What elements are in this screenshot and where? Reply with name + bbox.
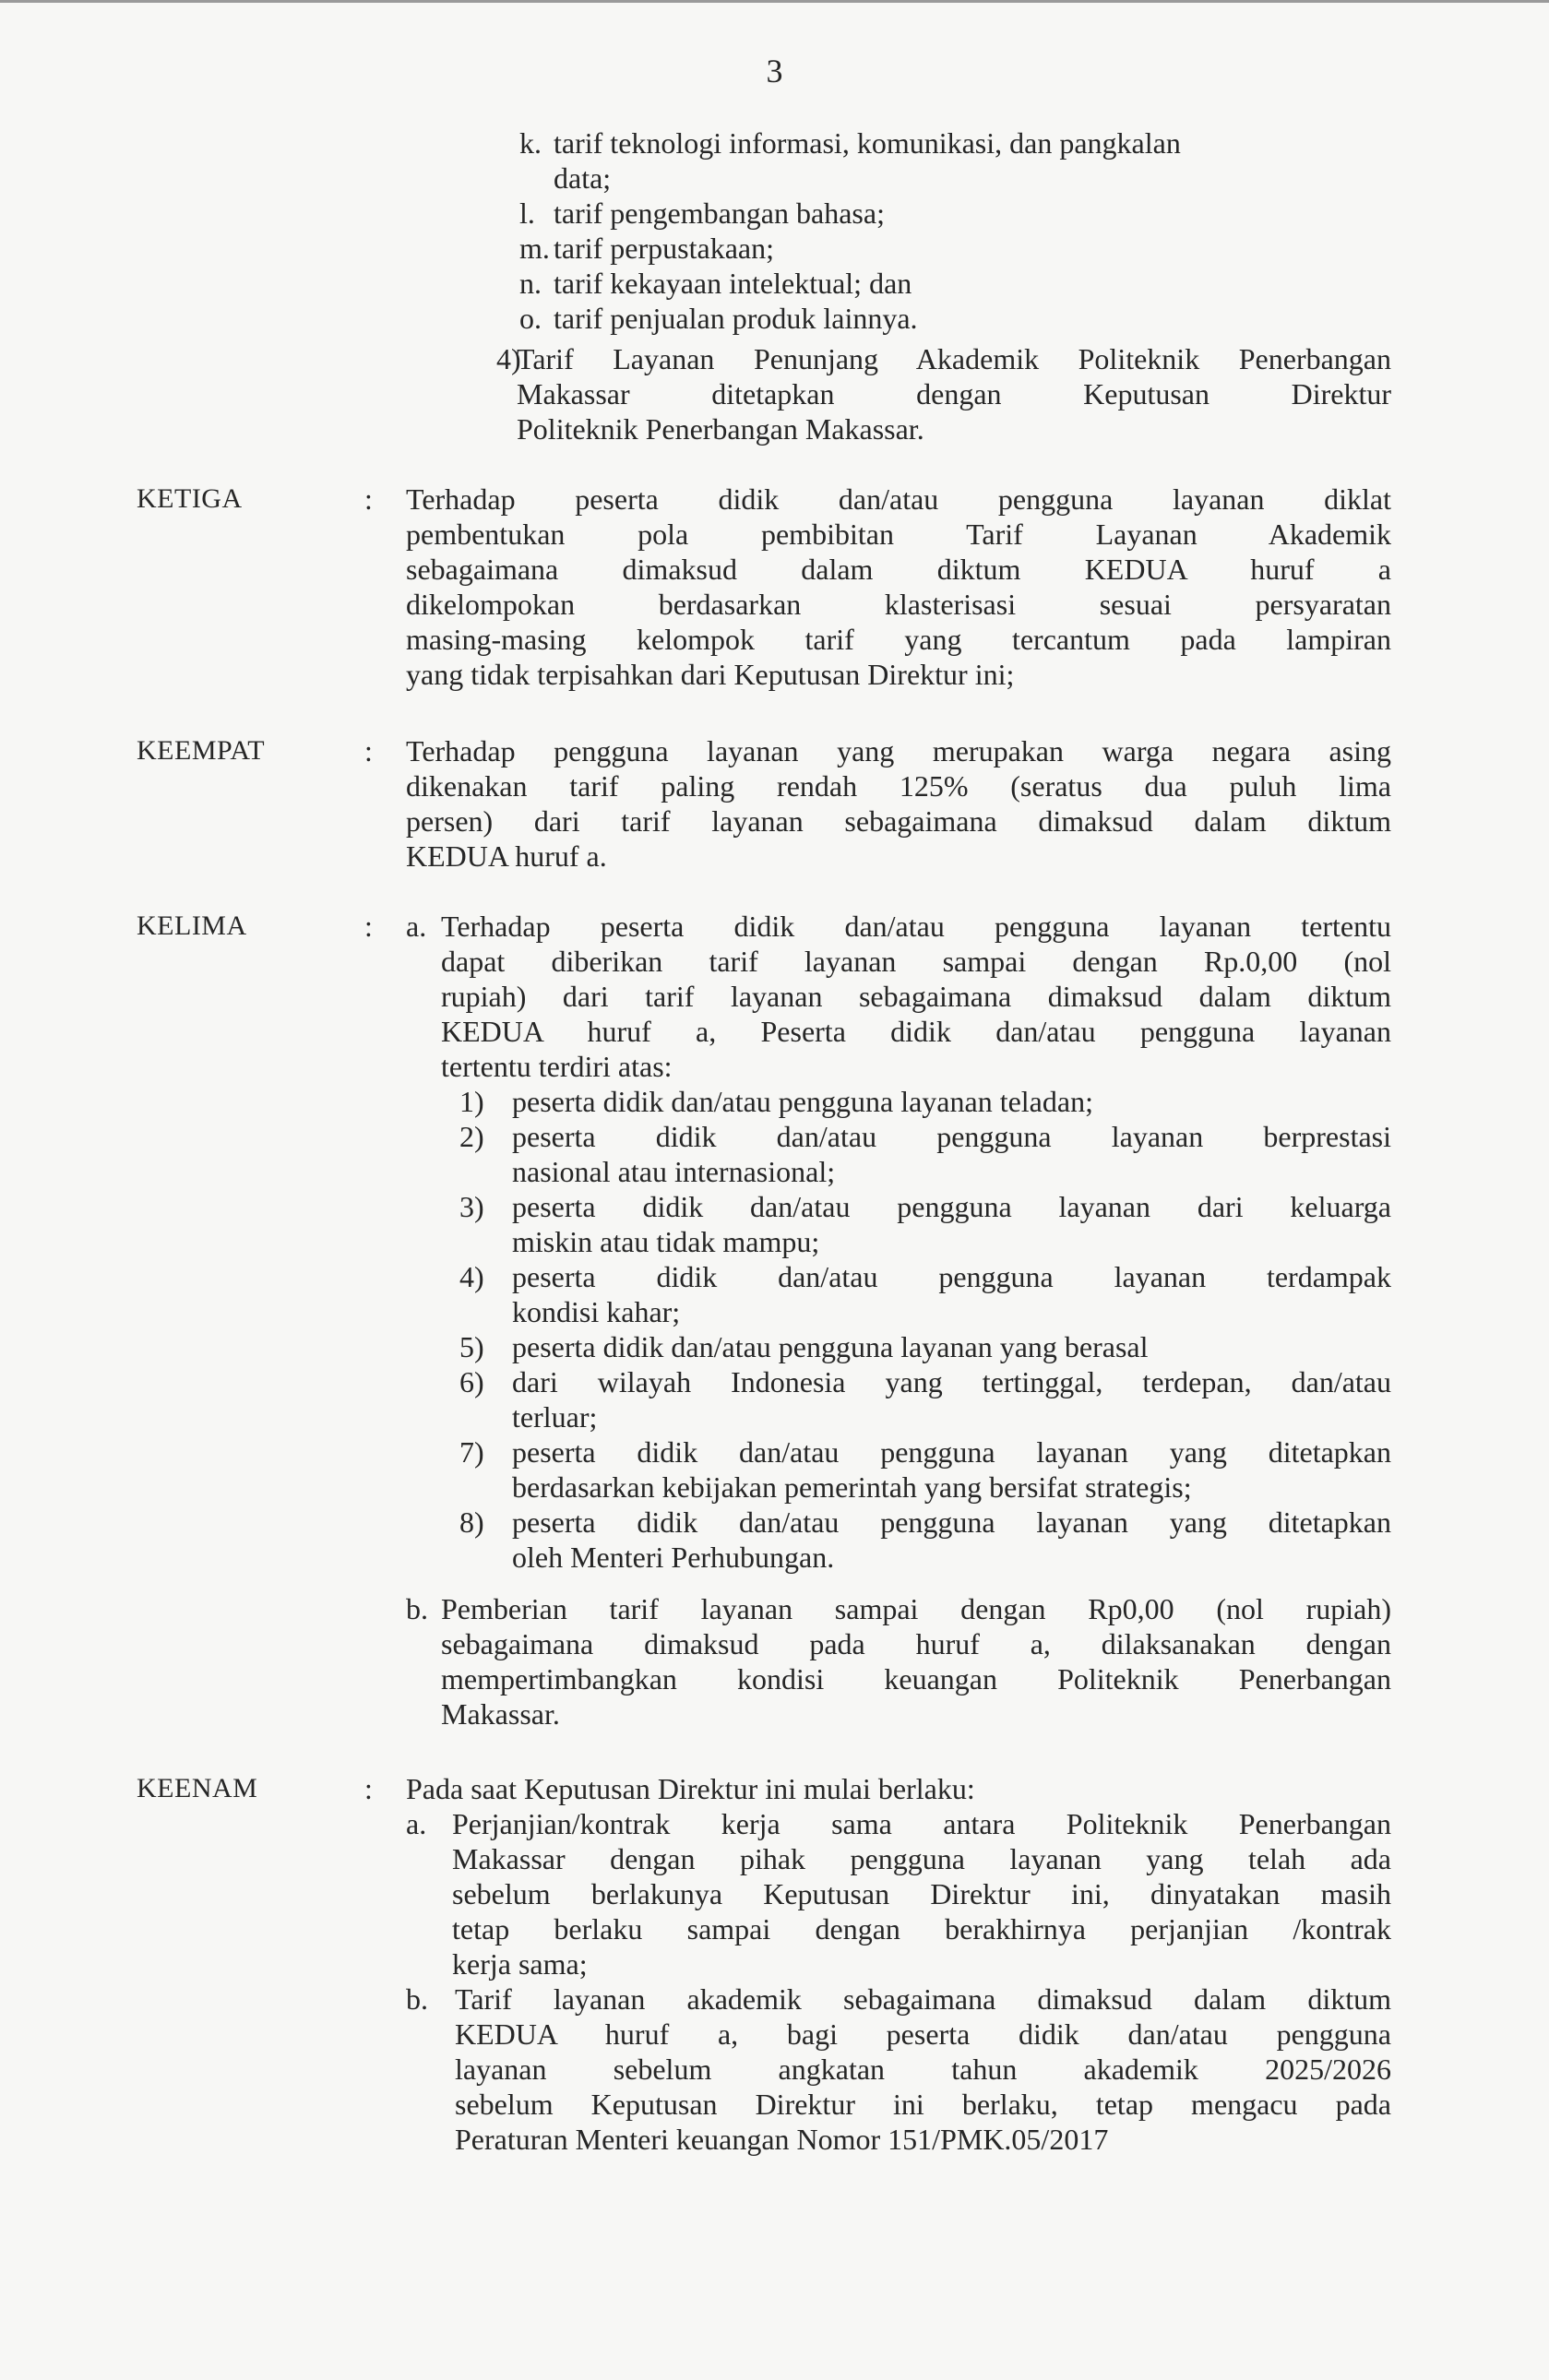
kelima-item-7-line: berdasarkan kebijakan pemerintah yang bersifat strategis; [512, 1470, 1192, 1504]
list-item-n-marker: n. [519, 267, 542, 300]
kelima-item-1-marker: 1) [459, 1085, 484, 1118]
kelima-a-marker: a. [406, 910, 427, 943]
keenam-b-marker: b. [406, 1982, 428, 2016]
ketiga-text-line: Terhadap peserta didik dan/atau pengguna layanan diklat [406, 482, 1391, 516]
kelima-item-3-line: peserta didik dan/atau pengguna layanan dari keluarga [512, 1190, 1391, 1223]
list-item-m-marker: m. [519, 232, 550, 265]
list-item-k-line: data; [554, 161, 612, 195]
kelima-a-line: tertentu terdiri atas: [441, 1050, 673, 1083]
kelima-item-7-marker: 7) [459, 1435, 484, 1469]
kelima-b-line: Pemberian tarif layanan sampai dengan Rp0,00 (nol rupiah) [441, 1592, 1391, 1625]
kelima-item-5-marker: 5) [459, 1330, 484, 1363]
keenam-b-line: KEDUA huruf a, bagi peserta didik dan/atau pengguna [455, 2017, 1391, 2051]
list-item-o-marker: o. [519, 302, 542, 335]
keenam-a-line: kerja sama; [452, 1947, 588, 1981]
page-number: 3 [766, 53, 783, 89]
keenam-a-marker: a. [406, 1807, 427, 1840]
keenam-label: KEENAM [137, 1773, 258, 1803]
keenam-b-line: Peraturan Menteri keuangan Nomor 151/PMK.05/2017 [455, 2123, 1109, 2156]
kelima-item-2-marker: 2) [459, 1120, 484, 1153]
kelima-b-marker: b. [406, 1592, 428, 1625]
ketiga-colon: : [364, 482, 373, 516]
list-item-k-line: tarif teknologi informasi, komunikasi, dan pangkalan [554, 126, 1181, 160]
kelima-colon: : [364, 910, 373, 943]
kelima-a-line: dapat diberikan tarif layanan sampai dengan Rp.0,00 (nol [441, 945, 1391, 978]
kelima-item-8-line: peserta didik dan/atau pengguna layanan yang ditetapkan [512, 1505, 1391, 1539]
item-4-line: Makassar ditetapkan dengan Keputusan Direktur [517, 377, 1391, 411]
item-4-line: Tarif Layanan Penunjang Akademik Politeknik Penerbangan [517, 342, 1391, 375]
ketiga-text-line: yang tidak terpisahkan dari Keputusan Direktur ini; [406, 658, 1015, 691]
keenam-b-line: Tarif layanan akademik sebagaimana dimaksud dalam diktum [455, 1982, 1391, 2016]
ketiga-text-line: sebagaimana dimaksud dalam diktum KEDUA huruf a [406, 553, 1391, 586]
ketiga-text-line: dikelompokan berdasarkan klasterisasi sesuai persyaratan [406, 588, 1391, 621]
item-4-marker: 4) [496, 342, 521, 375]
keempat-text-line: persen) dari tarif layanan sebagaimana dimaksud dalam diktum [406, 804, 1391, 838]
kelima-item-4-line: kondisi kahar; [512, 1295, 681, 1328]
kelima-item-8-marker: 8) [459, 1505, 484, 1539]
kelima-item-1-line: peserta didik dan/atau pengguna layanan teladan; [512, 1085, 1093, 1118]
list-item-l-line: tarif pengembangan bahasa; [554, 196, 885, 230]
kelima-b-line: sebagaimana dimaksud pada huruf a, dilaksanakan dengan [441, 1627, 1391, 1660]
keenam-b-line: layanan sebelum angkatan tahun akademik 2025/2026 [455, 2053, 1391, 2086]
keenam-a-line: tetap berlaku sampai dengan berakhirnya perjanjian /kontrak [452, 1912, 1391, 1946]
kelima-a-line: rupiah) dari tarif layanan sebagaimana dimaksud dalam diktum [441, 980, 1391, 1013]
keempat-text-line: dikenakan tarif paling rendah 125% (seratus dua puluh lima [406, 769, 1391, 803]
kelima-item-5-line: peserta didik dan/atau pengguna layanan yang berasal [512, 1330, 1149, 1363]
kelima-b-line: Makassar. [441, 1697, 560, 1731]
ketiga-label: KETIGA [137, 483, 243, 514]
kelima-a-line: Terhadap peserta didik dan/atau pengguna layanan tertentu [441, 910, 1391, 943]
kelima-item-4-line: peserta didik dan/atau pengguna layanan terdampak [512, 1260, 1391, 1293]
kelima-item-8-line: oleh Menteri Perhubungan. [512, 1541, 835, 1574]
keempat-label: KEEMPAT [137, 735, 266, 766]
keempat-colon: : [364, 734, 373, 768]
list-item-n-line: tarif kekayaan intelektual; dan [554, 267, 912, 300]
kelima-item-3-line: miskin atau tidak mampu; [512, 1225, 820, 1258]
keempat-text-line: Terhadap pengguna layanan yang merupakan warga negara asing [406, 734, 1391, 768]
kelima-a-line: KEDUA huruf a, Peserta didik dan/atau pengguna layanan [441, 1015, 1391, 1048]
kelima-item-6-line: dari wilayah Indonesia yang tertinggal, terdepan, dan/atau [512, 1365, 1391, 1398]
kelima-item-2-line: nasional atau internasional; [512, 1155, 836, 1188]
keenam-b-line: sebelum Keputusan Direktur ini berlaku, tetap mengacu pada [455, 2088, 1391, 2121]
kelima-item-6-line: terluar; [512, 1400, 598, 1434]
top-edge-rule [0, 0, 1549, 3]
item-4-line: Politeknik Penerbangan Makassar. [517, 412, 924, 446]
kelima-item-6-marker: 6) [459, 1365, 484, 1398]
kelima-item-4-marker: 4) [459, 1260, 484, 1293]
list-item-m-line: tarif perpustakaan; [554, 232, 774, 265]
keenam-colon: : [364, 1772, 373, 1805]
kelima-item-2-line: peserta didik dan/atau pengguna layanan berprestasi [512, 1120, 1391, 1153]
keempat-text-line: KEDUA huruf a. [406, 839, 607, 873]
kelima-item-3-marker: 3) [459, 1190, 484, 1223]
keenam-intro: Pada saat Keputusan Direktur ini mulai berlaku: [406, 1772, 975, 1805]
list-item-o-line: tarif penjualan produk lainnya. [554, 302, 918, 335]
ketiga-text-line: masing-masing kelompok tarif yang tercantum pada lampiran [406, 623, 1391, 656]
keenam-a-line: Perjanjian/kontrak kerja sama antara Politeknik Penerbangan [452, 1807, 1391, 1840]
kelima-b-line: mempertimbangkan kondisi keuangan Politeknik Penerbangan [441, 1662, 1391, 1696]
list-item-k-marker: k. [519, 126, 542, 160]
kelima-label: KELIMA [137, 910, 247, 941]
kelima-item-7-line: peserta didik dan/atau pengguna layanan yang ditetapkan [512, 1435, 1391, 1469]
list-item-l-marker: l. [519, 196, 535, 230]
keenam-a-line: Makassar dengan pihak pengguna layanan yang telah ada [452, 1842, 1391, 1875]
ketiga-text-line: pembentukan pola pembibitan Tarif Layanan Akademik [406, 518, 1391, 551]
keenam-a-line: sebelum berlakunya Keputusan Direktur ini, dinyatakan masih [452, 1877, 1391, 1910]
